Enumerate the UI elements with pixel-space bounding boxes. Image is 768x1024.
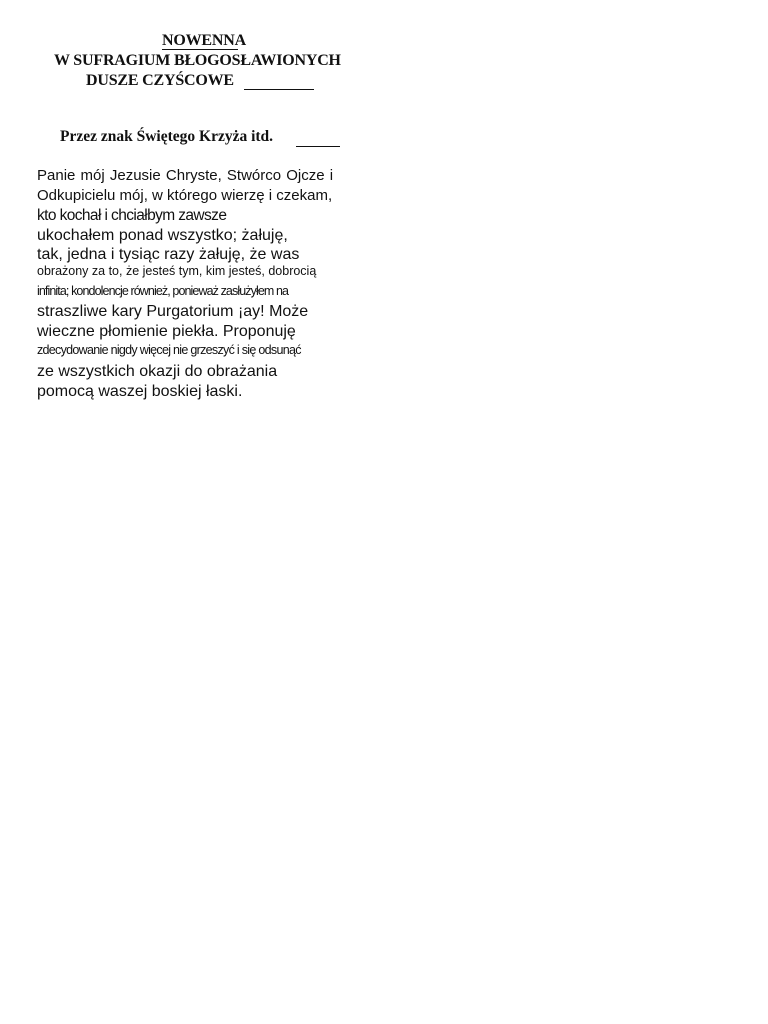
body-line: kto kochał i chciałbym zawsze	[37, 207, 227, 224]
title-line-2: W SUFRAGIUM BŁOGOSŁAWIONYCH	[54, 52, 341, 69]
body-line: infinita; kondolencje również, ponieważ zasłużyłem na	[37, 284, 289, 298]
body-line: Panie mój Jezusie Chryste, Stwórco Ojcze i	[37, 167, 334, 184]
body-line: wieczne płomienie piekła. Proponuję	[37, 323, 296, 340]
body-line: pomocą waszej boskiej łaski.	[37, 383, 243, 400]
subtitle: Przez znak Świętego Krzyża itd.	[60, 128, 274, 145]
subtitle-underline	[296, 146, 340, 147]
body-line: Odkupicielu mój, w którego wierzę i czekam,	[37, 187, 333, 204]
title-underline	[244, 89, 314, 90]
body-line: ukochałem ponad wszystko; żałuję,	[37, 227, 288, 244]
body-line: zdecydowanie nigdy więcej nie grzeszyć i się odsunąć	[37, 343, 301, 357]
body-line: tak, jedna i tysiąc razy żałuję, że was	[37, 246, 300, 263]
body-line: straszliwe kary Purgatorium ¡ay! Może	[37, 303, 309, 320]
title-underline	[162, 49, 238, 50]
body-line: ze wszystkich okazji do obrażania	[37, 363, 278, 380]
title-line-3: DUSZE CZYŚCOWE	[86, 72, 234, 89]
title-line-1: NOWENNA	[162, 32, 246, 49]
body-line: obrażony za to, że jesteś tym, kim jesteś, dobrocią	[37, 264, 317, 278]
